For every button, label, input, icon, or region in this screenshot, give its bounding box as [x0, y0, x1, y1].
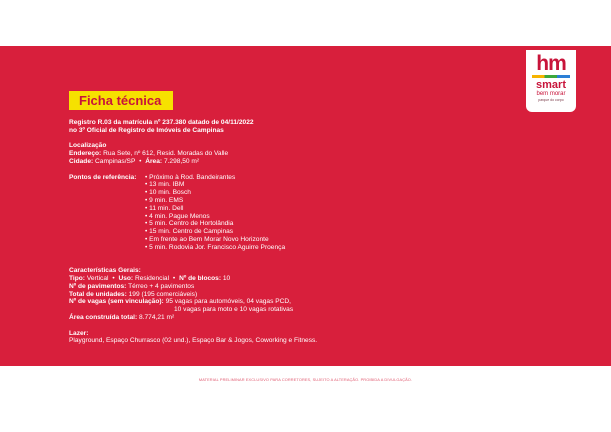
blocos-label: Nº de blocos: — [179, 274, 222, 282]
separator-dot: • — [139, 157, 142, 165]
tipo-row — [69, 275, 317, 283]
uso-value: Residencial — [134, 274, 170, 282]
lazer-heading: Lazer: — [69, 329, 89, 337]
area-value: 7.298,50 m² — [163, 157, 200, 165]
pontos-label: Pontos de referência: — [69, 173, 137, 181]
cidade-value: Campinas/SP — [95, 157, 136, 165]
hm-smart-logo — [526, 50, 576, 112]
area-construida-label: Área construída total: — [69, 313, 138, 321]
unidades-label: Total de unidades: — [69, 290, 127, 298]
caracteristicas-heading: Características Gerais: — [69, 267, 141, 275]
pontos-referencia — [69, 174, 317, 268]
page-title: Ficha técnica — [79, 93, 162, 108]
ponto-item: • 4 min. Pague Menos — [145, 212, 210, 220]
ponto-item: • 5 min. Rodovia Jor. Francisco Aguirre Proença — [145, 243, 286, 251]
area-label: Área: — [145, 157, 163, 165]
registro-line-2: no 3º Oficial de Registro de Imóveis de Campinas — [69, 126, 224, 134]
fact-sheet-content — [69, 119, 317, 345]
ponto-item: • 13 min. IBM — [145, 181, 185, 189]
ponto-item: • Em frente ao Bem Morar Novo Horizonte — [145, 235, 269, 243]
ponto-item: • 5 min. Centro de Hortolândia — [145, 220, 234, 228]
cidade-row — [69, 158, 317, 166]
vagas-value-1: 95 vagas para automóveis, 04 vagas PCD, — [165, 298, 291, 306]
vagas-label: Nº de vagas (sem vinculação): — [69, 298, 164, 306]
logo-color-bar — [532, 75, 570, 78]
unidades-row — [69, 291, 317, 299]
blocos-value: 10 — [222, 274, 231, 282]
unidades-value: 199 (195 comerciáveis) — [128, 290, 198, 298]
separator-dot: • — [172, 274, 176, 282]
logo-subtagline: parque do corpo — [538, 98, 564, 102]
endereco-label: Endereço: — [69, 150, 102, 158]
disclaimer: MATERIAL PRELIMINAR EXCLUSIVO PARA CORRETORES, SUJEITO A ALTERAÇÃO. PROIBIDA A DIVULGAÇÃO. — [198, 377, 413, 382]
uso-label: Uso: — [118, 274, 134, 282]
area-construida-row — [69, 314, 317, 322]
ponto-item: • 10 min. Bosch — [145, 189, 191, 197]
endereco-value: Rua Sete, nº 612, Resid. Moradas do Valle — [103, 150, 229, 158]
ponto-item: • Próximo à Rod. Bandeirantes — [145, 173, 236, 181]
logo-tagline: bem morar — [536, 91, 566, 97]
logo-smart-text: smart — [536, 79, 566, 91]
localizacao-heading: Localização — [69, 142, 107, 150]
vagas-value-2: 10 vagas para moto e 10 vagas rotativas — [174, 306, 294, 314]
separator-dot: • — [112, 274, 115, 282]
ponto-item: • 9 min. EMS — [145, 196, 184, 204]
area-construida-value: 8.774,21 m² — [139, 313, 175, 321]
tipo-label: Tipo: — [69, 274, 85, 282]
pavimentos-row — [69, 283, 317, 291]
title-box — [69, 91, 173, 110]
endereco-row — [69, 150, 317, 158]
ponto-item: • 15 min. Centro de Campinas — [145, 228, 234, 236]
pontos-list — [145, 174, 285, 252]
vagas-row — [69, 298, 317, 306]
red-panel — [0, 46, 611, 366]
tipo-value: Vertical — [86, 274, 109, 282]
cidade-label: Cidade: — [69, 157, 94, 165]
lazer-value: Playground, Espaço Churrasco (02 und.), Espaço Bar & Jogos, Coworking e Fitness. — [69, 337, 318, 345]
registro-line-1: Registro R.03 da matrícula nº 237.380 datado de 04/11/2022 — [69, 119, 254, 126]
ponto-item: • 11 min. Dell — [145, 204, 184, 212]
pavimentos-value: Térreo + 4 pavimentos — [128, 282, 195, 290]
pavimentos-label: Nº de pavimentos: — [69, 282, 127, 290]
logo-hm-text: hm — [536, 52, 566, 75]
